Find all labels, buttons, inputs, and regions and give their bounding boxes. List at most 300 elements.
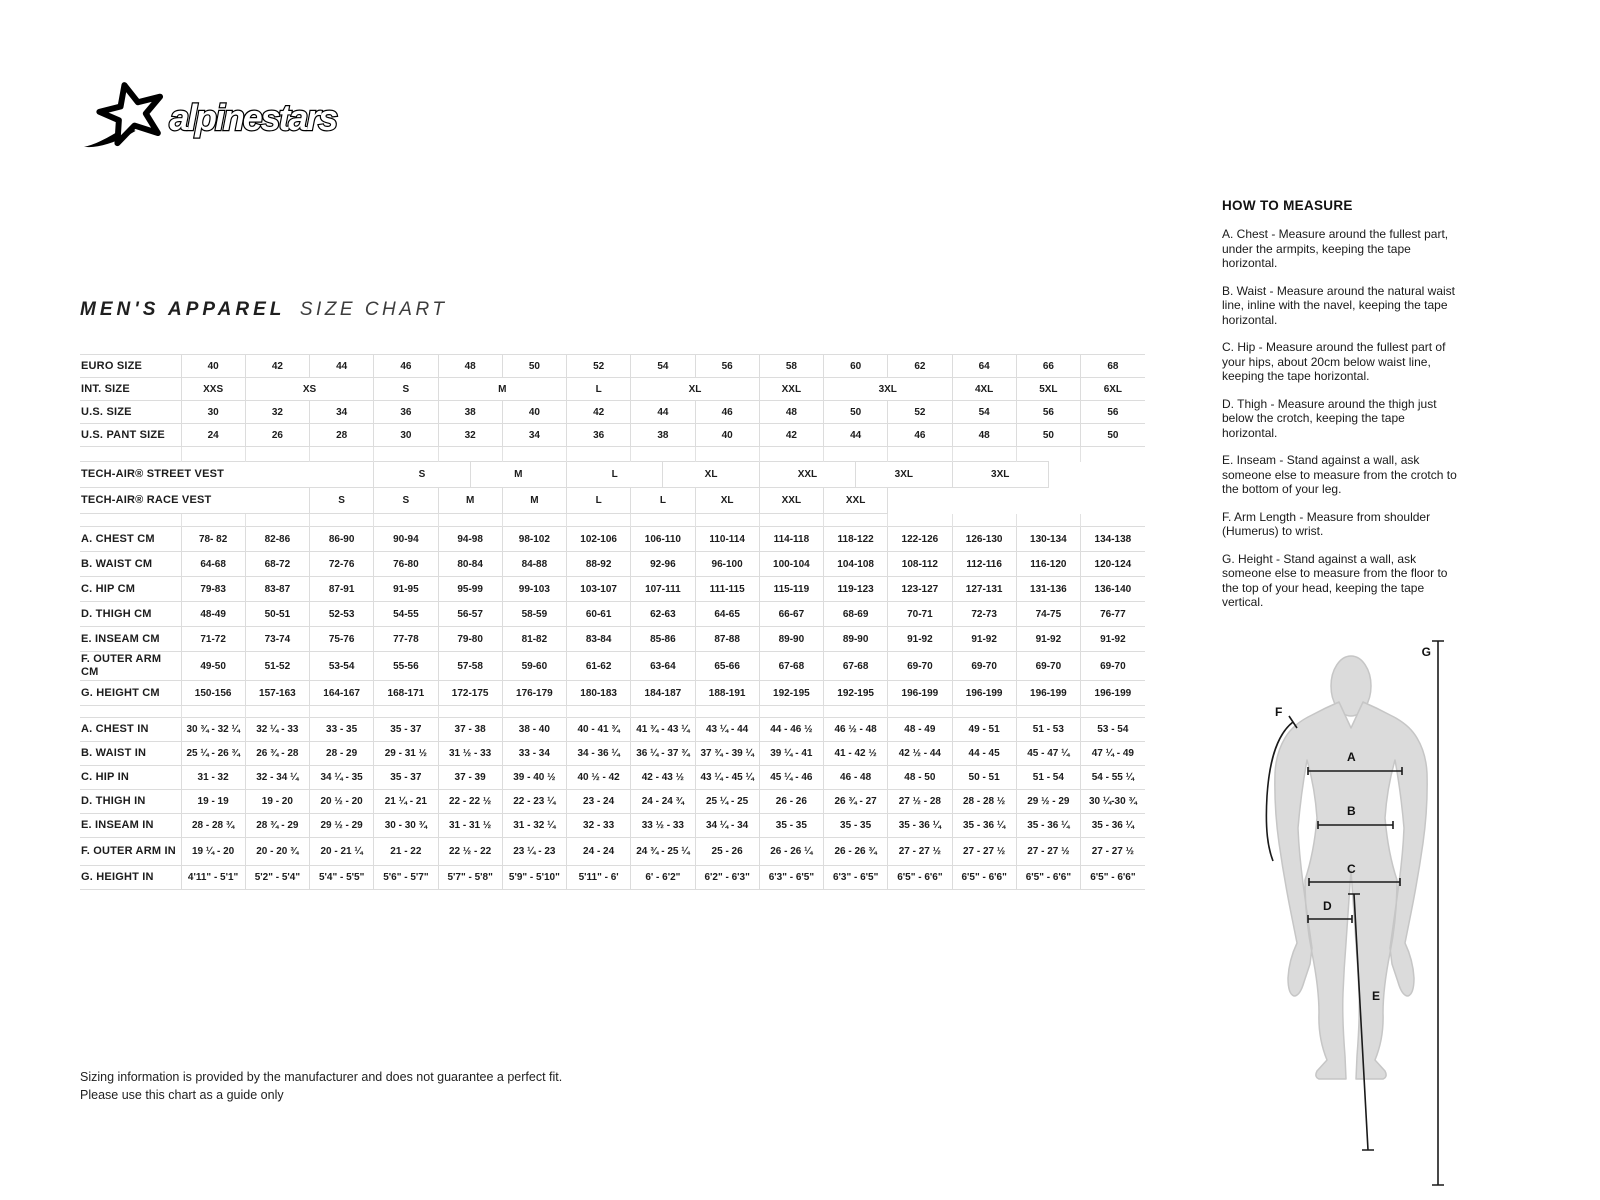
size-cell: 44 - 45 <box>952 742 1016 766</box>
size-cell: 66-67 <box>759 602 823 627</box>
size-cell: 71-72 <box>181 627 245 652</box>
size-cell: 91-92 <box>1016 627 1080 652</box>
size-cell: 21 ¼ - 21 <box>374 790 438 814</box>
size-cell: 58 <box>759 355 823 378</box>
size-cell: 31 - 32 ¼ <box>502 814 566 838</box>
size-cell: 107-111 <box>631 577 695 602</box>
size-cell: 30 <box>181 401 245 424</box>
size-cell: 112-116 <box>952 552 1016 577</box>
label-arm: F <box>1275 705 1283 719</box>
alpinestars-logo <box>82 76 350 156</box>
size-cell: 35 - 37 <box>374 718 438 742</box>
size-cell: 196-199 <box>1081 681 1145 706</box>
size-cell: 79-80 <box>438 627 502 652</box>
size-cell: 81-82 <box>502 627 566 652</box>
size-cell: 23 ¼ - 23 <box>502 838 566 866</box>
size-cell: 49-50 <box>181 652 245 681</box>
size-cell: 24 - 24 ¾ <box>631 790 695 814</box>
size-cell: 35 - 35 <box>759 814 823 838</box>
size-cell: 33 - 34 <box>502 742 566 766</box>
size-cell: 56 <box>1081 401 1145 424</box>
size-cell: 126-130 <box>952 527 1016 552</box>
size-cell: 6'5" - 6'6" <box>888 866 952 890</box>
size-cell: 36 <box>374 401 438 424</box>
size-cell: 19 - 20 <box>245 790 309 814</box>
spacer-cell <box>80 706 181 718</box>
spacer-cell <box>824 514 888 527</box>
spacer-cell <box>567 514 631 527</box>
size-cell: 26 - 26 ¾ <box>824 838 888 866</box>
size-cell: 51-52 <box>245 652 309 681</box>
size-cell: 157-163 <box>245 681 309 706</box>
measure-instruction-waist: B. Waist - Measure around the natural waist line, inline with the navel, keeping the tape horizontal. <box>1222 283 1455 327</box>
spacer-cell <box>80 514 181 527</box>
size-cell: 27 - 27 ½ <box>888 838 952 866</box>
size-cell: 64-68 <box>181 552 245 577</box>
size-cell: XXL <box>759 462 855 488</box>
spacer-cell <box>374 514 438 527</box>
size-chart-section <box>80 354 1145 890</box>
size-cell: 37 - 39 <box>438 766 502 790</box>
size-cell: 28 ¾ - 29 <box>245 814 309 838</box>
size-cell: 59-60 <box>502 652 566 681</box>
spacer-cell <box>759 706 823 718</box>
measure-instruction-inseam: E. Inseam - Stand against a wall, ask someone else to measure from the crotch to the bottom of your leg. <box>1222 453 1457 496</box>
size-cell: 29 ½ - 29 <box>1016 790 1080 814</box>
spacer-cell <box>1081 706 1145 718</box>
size-cell: 84-88 <box>502 552 566 577</box>
size-cell: 35 - 37 <box>374 766 438 790</box>
spacer-cell <box>1016 706 1080 718</box>
size-cell: 25 - 26 <box>695 838 759 866</box>
spacer-cell <box>824 447 888 462</box>
size-cell: 44 <box>310 355 374 378</box>
size-cell: XXL <box>759 378 823 401</box>
size-cell: 86-90 <box>310 527 374 552</box>
size-cell: 50 - 51 <box>952 766 1016 790</box>
size-cell: 42 - 43 ½ <box>631 766 695 790</box>
size-cell: 30 - 30 ¾ <box>374 814 438 838</box>
size-cell: 85-86 <box>631 627 695 652</box>
size-cell: 30 ¼-30 ¾ <box>1081 790 1145 814</box>
size-cell: 95-99 <box>438 577 502 602</box>
size-cell: 48 <box>438 355 502 378</box>
size-cell: M <box>438 488 502 514</box>
size-cell: 90-94 <box>374 527 438 552</box>
size-cell: 74-75 <box>1016 602 1080 627</box>
row-label: C. HIP CM <box>80 577 181 602</box>
size-cell: 4'11" - 5'1" <box>181 866 245 890</box>
size-cell: 103-107 <box>567 577 631 602</box>
size-cell: 36 <box>567 424 631 447</box>
spacer-cell <box>695 447 759 462</box>
size-cell: 35 - 36 ¼ <box>952 814 1016 838</box>
size-cell: 61-62 <box>567 652 631 681</box>
size-cell: 52-53 <box>310 602 374 627</box>
size-cell: 122-126 <box>888 527 952 552</box>
size-cell: 51 - 54 <box>1016 766 1080 790</box>
size-cell: 31 - 31 ½ <box>438 814 502 838</box>
how-to-measure-section <box>1222 198 1460 623</box>
size-cell: 114-118 <box>759 527 823 552</box>
size-cell: 26 ¾ - 28 <box>245 742 309 766</box>
size-cell: 75-76 <box>310 627 374 652</box>
size-cell: 46 - 48 <box>824 766 888 790</box>
size-cell: 21 - 22 <box>374 838 438 866</box>
size-cell: 6'5" - 6'6" <box>1016 866 1080 890</box>
size-cell: 48 - 50 <box>888 766 952 790</box>
size-cell: 27 ½ - 28 <box>888 790 952 814</box>
size-cell: M <box>470 462 566 488</box>
size-cell: 118-122 <box>824 527 888 552</box>
size-cell: 69-70 <box>952 652 1016 681</box>
size-cell: S <box>374 378 438 401</box>
spacer-cell <box>80 447 181 462</box>
size-cell: 69-70 <box>1081 652 1145 681</box>
row-label: U.S. SIZE <box>80 401 181 424</box>
size-cell: 56 <box>695 355 759 378</box>
size-cell: 24 - 24 <box>567 838 631 866</box>
size-cell: 40 <box>502 401 566 424</box>
size-cell: 52 <box>567 355 631 378</box>
spacer-cell <box>310 706 374 718</box>
size-cell: 136-140 <box>1081 577 1145 602</box>
spacer-cell <box>502 514 566 527</box>
size-cell: 42 <box>759 424 823 447</box>
size-cell: 72-76 <box>310 552 374 577</box>
size-cell: 46 <box>374 355 438 378</box>
size-cell: XL <box>663 462 759 488</box>
size-cell: 116-120 <box>1016 552 1080 577</box>
size-cell: M <box>502 488 566 514</box>
size-cell: 76-77 <box>1081 602 1145 627</box>
size-cell: L <box>567 378 631 401</box>
row-label: E. INSEAM CM <box>80 627 181 652</box>
size-cell: 24 ¾ - 25 ¼ <box>631 838 695 866</box>
size-cell: 22 ½ - 22 <box>438 838 502 866</box>
size-cell: 111-115 <box>695 577 759 602</box>
row-label: F. OUTER ARM IN <box>80 838 181 866</box>
size-cell: 87-91 <box>310 577 374 602</box>
row-label: INT. SIZE <box>80 378 181 401</box>
size-cell: 6'3" - 6'5" <box>824 866 888 890</box>
size-cell: 89-90 <box>824 627 888 652</box>
size-cell: 102-106 <box>567 527 631 552</box>
size-cell: 5'4" - 5'5" <box>310 866 374 890</box>
row-label: G. HEIGHT CM <box>80 681 181 706</box>
size-cell: 56 <box>1016 401 1080 424</box>
size-cell: 120-124 <box>1081 552 1145 577</box>
size-cell: 106-110 <box>631 527 695 552</box>
size-cell: 28 - 28 ¾ <box>181 814 245 838</box>
measure-instruction-height: G. Height - Stand against a wall, ask someone else to measure from the floor to the top of your head, keeping the tape vertical. <box>1222 551 1448 609</box>
size-cell: XS <box>245 378 374 401</box>
size-cell: 56-57 <box>438 602 502 627</box>
size-cell: 40 ½ - 42 <box>567 766 631 790</box>
size-cell: 67-68 <box>824 652 888 681</box>
spacer-cell <box>1081 447 1145 462</box>
size-cell: 46 <box>888 424 952 447</box>
size-cell: 26 - 26 <box>759 790 823 814</box>
label-waist: B <box>1347 804 1356 818</box>
spacer-cell <box>567 706 631 718</box>
size-cell: 188-191 <box>695 681 759 706</box>
label-thigh: D <box>1323 899 1332 913</box>
size-cell: 24 <box>181 424 245 447</box>
size-cell: 91-92 <box>1081 627 1145 652</box>
spacer-cell <box>888 706 952 718</box>
row-label: TECH-AIR® STREET VEST <box>80 462 374 488</box>
row-label: B. WAIST CM <box>80 552 181 577</box>
size-cell: 168-171 <box>374 681 438 706</box>
size-cell: 54 <box>631 355 695 378</box>
size-cell: 68-72 <box>245 552 309 577</box>
size-cell: 30 ¾ - 32 ¼ <box>181 718 245 742</box>
size-cell: 76-80 <box>374 552 438 577</box>
size-cell: 69-70 <box>1016 652 1080 681</box>
size-cell: 6'3" - 6'5" <box>759 866 823 890</box>
size-cell: 5'6" - 5'7" <box>374 866 438 890</box>
spacer-cell <box>952 706 1016 718</box>
size-cell: 19 - 19 <box>181 790 245 814</box>
size-cell: 34 - 36 ¼ <box>567 742 631 766</box>
size-cell: XXL <box>824 488 888 514</box>
size-cell: 134-138 <box>1081 527 1145 552</box>
size-cell: 83-87 <box>245 577 309 602</box>
size-cell: 6'2" - 6'3" <box>695 866 759 890</box>
size-cell: 3XL <box>824 378 953 401</box>
spacer-cell <box>245 447 309 462</box>
size-cell: 123-127 <box>888 577 952 602</box>
row-label: F. OUTER ARM CM <box>80 652 181 681</box>
spacer-cell <box>952 447 1016 462</box>
size-cell: 6' - 6'2" <box>631 866 695 890</box>
size-cell: 192-195 <box>824 681 888 706</box>
size-cell: 60-61 <box>567 602 631 627</box>
label-inseam: E <box>1372 989 1381 1003</box>
spacer-cell <box>438 706 502 718</box>
size-cell: 91-95 <box>374 577 438 602</box>
size-cell: 22 - 23 ¼ <box>502 790 566 814</box>
size-cell: 35 - 36 ¼ <box>888 814 952 838</box>
size-cell: 54 <box>952 401 1016 424</box>
size-cell: 100-104 <box>759 552 823 577</box>
row-label: A. CHEST CM <box>80 527 181 552</box>
size-cell: 47 ¼ - 49 <box>1081 742 1145 766</box>
label-height: G <box>1421 645 1431 659</box>
page-title <box>80 299 447 321</box>
logo-wordmark: alpinestars <box>169 97 337 138</box>
size-cell: 3XL <box>952 462 1048 488</box>
size-cell: 28 - 29 <box>310 742 374 766</box>
size-cell: 91-92 <box>952 627 1016 652</box>
spacer-cell <box>1016 514 1080 527</box>
row-label: D. THIGH IN <box>80 790 181 814</box>
label-chest: A <box>1347 750 1356 764</box>
disclaimer <box>80 1068 562 1104</box>
spacer-cell <box>502 706 566 718</box>
size-cell: 5XL <box>1016 378 1080 401</box>
size-cell: 78- 82 <box>181 527 245 552</box>
size-cell: 3XL <box>856 462 952 488</box>
size-cell: 44 - 46 ½ <box>759 718 823 742</box>
size-cell: 62-63 <box>631 602 695 627</box>
size-cell: 42 <box>567 401 631 424</box>
spacer-cell <box>631 447 695 462</box>
size-cell: 28 - 28 ½ <box>952 790 1016 814</box>
spacer-cell <box>181 706 245 718</box>
size-cell: 34 <box>310 401 374 424</box>
size-cell: 32 - 34 ¼ <box>245 766 309 790</box>
measure-instruction-thigh: D. Thigh - Measure around the thigh just below the crotch, keeping the tape horizontal. <box>1222 396 1437 440</box>
size-cell: 70-71 <box>888 602 952 627</box>
size-cell: 80-84 <box>438 552 502 577</box>
spacer-cell <box>438 514 502 527</box>
size-cell: 104-108 <box>824 552 888 577</box>
size-cell: 48 <box>759 401 823 424</box>
size-cell: 31 ½ - 33 <box>438 742 502 766</box>
size-cell: 45 - 47 ¼ <box>1016 742 1080 766</box>
size-cell: 30 <box>374 424 438 447</box>
spacer-cell <box>502 447 566 462</box>
size-cell: 39 - 40 ½ <box>502 766 566 790</box>
size-cell: 55-56 <box>374 652 438 681</box>
spacer-cell <box>759 514 823 527</box>
size-cell: 27 - 27 ½ <box>1016 838 1080 866</box>
size-cell: 23 - 24 <box>567 790 631 814</box>
size-cell: 38 <box>631 424 695 447</box>
size-cell: 72-73 <box>952 602 1016 627</box>
size-cell: 6XL <box>1081 378 1145 401</box>
size-cell: 50 <box>824 401 888 424</box>
spacer-cell <box>759 447 823 462</box>
spacer-cell <box>181 447 245 462</box>
size-cell: L <box>567 462 663 488</box>
size-cell: 25 ¼ - 25 <box>695 790 759 814</box>
size-cell: 27 - 27 ½ <box>952 838 1016 866</box>
spacer-cell <box>310 447 374 462</box>
size-cell: S <box>310 488 374 514</box>
size-cell: 67-68 <box>759 652 823 681</box>
size-cell: 79-83 <box>181 577 245 602</box>
size-cell: 62 <box>888 355 952 378</box>
size-cell: 37 ¾ - 39 ¼ <box>695 742 759 766</box>
disclaimer-line-2: Please use this chart as a guide only <box>80 1088 284 1102</box>
row-label: U.S. PANT SIZE <box>80 424 181 447</box>
measure-instruction-arm: F. Arm Length - Measure from shoulder (Humerus) to wrist. <box>1222 509 1431 538</box>
body-measurement-diagram <box>1235 598 1575 1198</box>
size-cell: 68 <box>1081 355 1145 378</box>
size-cell: 43 ¼ - 45 ¼ <box>695 766 759 790</box>
size-cell: 41 ¾ - 43 ¼ <box>631 718 695 742</box>
size-cell: 41 - 42 ½ <box>824 742 888 766</box>
size-cell: 20 ½ - 20 <box>310 790 374 814</box>
title-sub: SIZE CHART <box>299 299 448 320</box>
size-cell: 32 <box>245 401 309 424</box>
size-cell: 130-134 <box>1016 527 1080 552</box>
size-cell: 38 - 40 <box>502 718 566 742</box>
size-cell: 64-65 <box>695 602 759 627</box>
size-cell: L <box>631 488 695 514</box>
size-cell: 45 ¼ - 46 <box>759 766 823 790</box>
size-cell: S <box>374 488 438 514</box>
size-cell: 53-54 <box>310 652 374 681</box>
spacer-cell <box>374 447 438 462</box>
size-cell: 176-179 <box>502 681 566 706</box>
size-cell: 164-167 <box>310 681 374 706</box>
size-cell: 65-66 <box>695 652 759 681</box>
size-cell: 196-199 <box>888 681 952 706</box>
size-cell: 49 - 51 <box>952 718 1016 742</box>
spacer-cell <box>245 514 309 527</box>
empty-cell <box>1048 462 1144 488</box>
size-cell: 37 - 38 <box>438 718 502 742</box>
size-cell: M <box>438 378 567 401</box>
size-cell: 44 <box>824 424 888 447</box>
row-label: C. HIP IN <box>80 766 181 790</box>
size-cell: 5'7" - 5'8" <box>438 866 502 890</box>
row-label: G. HEIGHT IN <box>80 866 181 890</box>
size-cell: 63-64 <box>631 652 695 681</box>
size-cell: 25 ¼ - 26 ¾ <box>181 742 245 766</box>
size-cell: 77-78 <box>374 627 438 652</box>
size-cell: 92-96 <box>631 552 695 577</box>
size-cell: 44 <box>631 401 695 424</box>
size-cell: 19 ¼ - 20 <box>181 838 245 866</box>
size-cell: 87-88 <box>695 627 759 652</box>
size-cell: 26 <box>245 424 309 447</box>
size-cell: 40 - 41 ¾ <box>567 718 631 742</box>
size-cell: 64 <box>952 355 1016 378</box>
size-cell: 127-131 <box>952 577 1016 602</box>
spacer-cell <box>567 447 631 462</box>
spacer-cell <box>631 514 695 527</box>
astar-icon <box>84 77 168 147</box>
spacer-cell <box>888 447 952 462</box>
size-cell: 88-92 <box>567 552 631 577</box>
size-cell: 50 <box>1081 424 1145 447</box>
size-cell: 96-100 <box>695 552 759 577</box>
size-cell: 42 ½ - 44 <box>888 742 952 766</box>
size-cell: 22 - 22 ½ <box>438 790 502 814</box>
size-cell: 48 <box>952 424 1016 447</box>
row-label: E. INSEAM IN <box>80 814 181 838</box>
spacer-cell <box>631 706 695 718</box>
size-cell: 73-74 <box>245 627 309 652</box>
size-cell: 46 ½ - 48 <box>824 718 888 742</box>
size-cell: 5'11" - 6' <box>567 866 631 890</box>
row-label: TECH-AIR® RACE VEST <box>80 488 310 514</box>
spacer-cell <box>1081 514 1145 527</box>
size-cell: 69-70 <box>888 652 952 681</box>
size-cell: 172-175 <box>438 681 502 706</box>
size-cell: 89-90 <box>759 627 823 652</box>
size-cell: 26 - 26 ¼ <box>759 838 823 866</box>
size-cell: 108-112 <box>888 552 952 577</box>
size-cell: 39 ¼ - 41 <box>759 742 823 766</box>
size-cell: 83-84 <box>567 627 631 652</box>
size-cell: 32 <box>438 424 502 447</box>
title-main: MEN'S APPAREL <box>80 299 286 320</box>
size-cell: 110-114 <box>695 527 759 552</box>
size-cell: 53 - 54 <box>1081 718 1145 742</box>
size-cell: XXL <box>759 488 823 514</box>
size-cell: 29 - 31 ½ <box>374 742 438 766</box>
size-cell: 52 <box>888 401 952 424</box>
size-cell: 40 <box>181 355 245 378</box>
size-cell: 99-103 <box>502 577 566 602</box>
size-cell: 54 - 55 ¼ <box>1081 766 1145 790</box>
